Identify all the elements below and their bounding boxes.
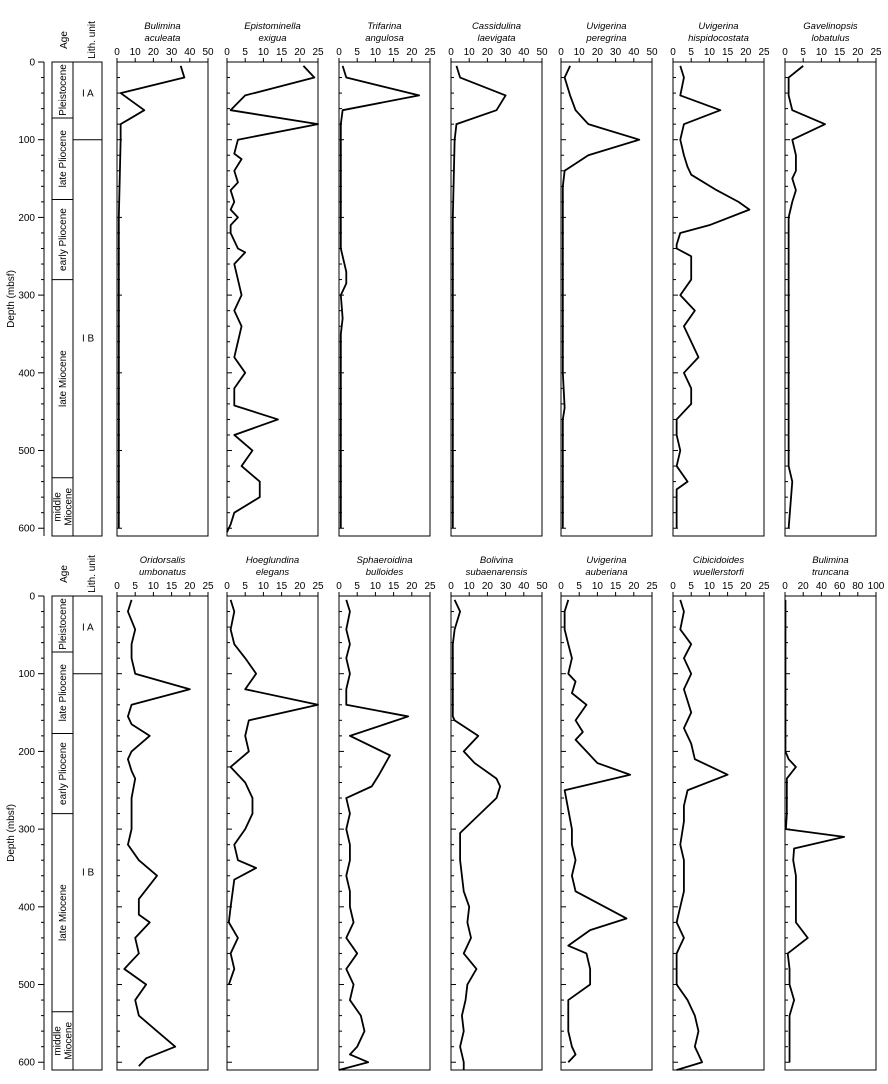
x-tick-label: 20 bbox=[406, 47, 418, 58]
lith-unit-header: Lith. unit bbox=[87, 21, 98, 59]
x-tick-label: 10 bbox=[463, 47, 475, 58]
x-tick-label: 20 bbox=[147, 47, 159, 58]
x-tick-label: 5 bbox=[800, 47, 806, 58]
x-tick-label: 10 bbox=[591, 581, 603, 592]
x-tick-label: 15 bbox=[388, 581, 400, 592]
plot-frame bbox=[451, 62, 542, 536]
depth-tick-label: 300 bbox=[18, 824, 35, 836]
lith-unit-header: Lith. unit bbox=[87, 555, 98, 593]
age-line: Miocene bbox=[63, 1021, 75, 1060]
species-title: Gavelinopsis bbox=[803, 21, 858, 32]
species-title: auberiana bbox=[585, 567, 628, 578]
species-title: Trifarina bbox=[367, 21, 402, 32]
species-title: Uvigerina bbox=[698, 21, 739, 32]
x-tick-label: 50 bbox=[536, 47, 548, 58]
x-tick-label: 0 bbox=[114, 581, 120, 592]
depth-tick-label: 0 bbox=[29, 57, 35, 69]
x-tick-label: 20 bbox=[852, 47, 864, 58]
x-tick-label: 20 bbox=[294, 581, 306, 592]
x-tick-label: 40 bbox=[184, 47, 196, 58]
x-tick-label: 15 bbox=[276, 47, 288, 58]
age-middle-miocene bbox=[53, 1022, 75, 1060]
depth-tick-label: 400 bbox=[18, 368, 35, 380]
x-tick-label: 15 bbox=[834, 47, 846, 58]
series-cassidulina-laevigata bbox=[448, 21, 548, 536]
x-tick-label: 20 bbox=[628, 581, 640, 592]
x-tick-label: 50 bbox=[536, 581, 548, 592]
series-hoeglundina-elegans bbox=[224, 555, 324, 1070]
species-title: truncana bbox=[812, 567, 849, 578]
series-line bbox=[677, 66, 750, 528]
x-tick-label: 20 bbox=[740, 47, 752, 58]
series-line bbox=[785, 600, 844, 1062]
x-tick-label: 20 bbox=[184, 581, 196, 592]
depth-tick-label: 400 bbox=[18, 902, 35, 914]
x-tick-label: 10 bbox=[703, 47, 715, 58]
series-oridorsalis-umbonatus bbox=[114, 555, 214, 1070]
x-tick-label: 25 bbox=[758, 581, 770, 592]
x-tick-label: 0 bbox=[224, 47, 230, 58]
x-tick-label: 5 bbox=[242, 47, 248, 58]
x-tick-label: 5 bbox=[242, 581, 248, 592]
species-title: angulosa bbox=[365, 33, 404, 44]
age-header: Age bbox=[59, 565, 70, 583]
x-tick-label: 10 bbox=[369, 581, 381, 592]
depth-axis-label: Depth (mbsf) bbox=[6, 804, 17, 862]
x-tick-label: 25 bbox=[312, 581, 324, 592]
plot-frame bbox=[339, 62, 430, 536]
depth-tick-label: 0 bbox=[29, 591, 35, 603]
x-tick-label: 10 bbox=[463, 581, 475, 592]
x-tick-label: 60 bbox=[834, 581, 846, 592]
x-tick-label: 15 bbox=[276, 581, 288, 592]
depth-tick-label: 100 bbox=[18, 135, 35, 147]
lith-column bbox=[73, 62, 102, 536]
x-tick-label: 20 bbox=[294, 47, 306, 58]
x-tick-label: 10 bbox=[129, 47, 141, 58]
plot-frame bbox=[117, 62, 208, 536]
x-tick-label: 40 bbox=[815, 581, 827, 592]
x-tick-label: 20 bbox=[797, 581, 809, 592]
x-tick-label: 15 bbox=[166, 581, 178, 592]
series-line bbox=[341, 66, 419, 528]
x-tick-label: 20 bbox=[406, 581, 418, 592]
plot-frame bbox=[451, 596, 542, 1070]
plot-frame bbox=[561, 596, 652, 1070]
species-title: hispidocostata bbox=[688, 33, 749, 44]
x-tick-label: 10 bbox=[573, 47, 585, 58]
series-trifarina-angulosa bbox=[336, 21, 436, 536]
plot-frame bbox=[673, 62, 764, 536]
age-late-pliocene: late Pliocene bbox=[58, 130, 69, 188]
series-bulimina-aculeata bbox=[114, 21, 214, 536]
x-tick-label: 25 bbox=[424, 581, 436, 592]
species-title: bulloides bbox=[365, 567, 404, 578]
x-tick-label: 5 bbox=[576, 581, 582, 592]
series-line bbox=[789, 66, 825, 528]
x-tick-label: 40 bbox=[518, 47, 530, 58]
x-tick-label: 0 bbox=[670, 581, 676, 592]
x-tick-label: 0 bbox=[336, 47, 342, 58]
plot-frame bbox=[785, 62, 876, 536]
lith-column bbox=[73, 596, 102, 1070]
x-tick-label: 5 bbox=[354, 47, 360, 58]
x-tick-label: 40 bbox=[518, 581, 530, 592]
x-tick-label: 10 bbox=[703, 581, 715, 592]
x-tick-label: 5 bbox=[354, 581, 360, 592]
plot-frame bbox=[227, 596, 318, 1070]
series-line bbox=[339, 600, 408, 1070]
age-line: Miocene bbox=[63, 487, 75, 526]
x-tick-label: 10 bbox=[815, 47, 827, 58]
depth-axis-label: Depth (mbsf) bbox=[6, 270, 17, 328]
x-tick-label: 15 bbox=[388, 47, 400, 58]
x-tick-label: 0 bbox=[558, 581, 564, 592]
x-tick-label: 10 bbox=[257, 581, 269, 592]
depth-tick-label: 600 bbox=[18, 523, 35, 535]
age-line: middle bbox=[52, 492, 64, 522]
series-line bbox=[119, 66, 185, 528]
x-tick-label: 10 bbox=[257, 47, 269, 58]
lith-unit-i-b: I B bbox=[82, 867, 95, 879]
lith-unit-i-b: I B bbox=[82, 333, 95, 345]
x-tick-label: 20 bbox=[481, 47, 493, 58]
age-early-pliocene: early Pliocene bbox=[58, 742, 69, 805]
series-uvigerina-peregrina bbox=[558, 21, 658, 536]
x-tick-label: 0 bbox=[448, 47, 454, 58]
x-tick-label: 30 bbox=[500, 581, 512, 592]
depth-tick-label: 200 bbox=[18, 212, 35, 224]
x-tick-label: 0 bbox=[782, 47, 788, 58]
species-title: laevigata bbox=[477, 33, 516, 44]
species-title: Bolivina bbox=[479, 555, 514, 566]
series-bolivina-subaenarensis bbox=[448, 555, 548, 1070]
species-title: Cassidulina bbox=[471, 21, 522, 32]
age-line: middle bbox=[52, 1026, 64, 1056]
x-tick-label: 50 bbox=[646, 47, 658, 58]
x-tick-label: 15 bbox=[610, 581, 622, 592]
age-pleistocene: Pleistocene bbox=[58, 64, 69, 116]
age-late-miocene: late Miocene bbox=[58, 350, 69, 407]
depth-tick-label: 600 bbox=[18, 1057, 35, 1069]
panel-top bbox=[6, 21, 882, 536]
series-epistominella-exigua bbox=[224, 21, 324, 536]
x-tick-label: 80 bbox=[852, 581, 864, 592]
series-line bbox=[453, 600, 500, 1070]
panel-bottom bbox=[6, 555, 885, 1070]
x-tick-label: 0 bbox=[670, 47, 676, 58]
species-title: Cibicidoides bbox=[692, 555, 745, 566]
x-tick-label: 30 bbox=[166, 47, 178, 58]
depth-tick-label: 200 bbox=[18, 746, 35, 758]
x-tick-label: 20 bbox=[740, 581, 752, 592]
series-line bbox=[229, 600, 318, 985]
lith-unit-i-a: I A bbox=[82, 622, 94, 634]
depth-tick-label: 100 bbox=[18, 669, 35, 681]
depth-tick-label: 300 bbox=[18, 290, 35, 302]
species-title: Uvigerina bbox=[586, 21, 627, 32]
series-gavelinopsis-lobatulus bbox=[782, 21, 882, 536]
age-header: Age bbox=[59, 31, 70, 49]
series-bulimina-truncana bbox=[782, 555, 885, 1070]
x-tick-label: 5 bbox=[132, 581, 138, 592]
species-title: Sphaeroidina bbox=[356, 555, 413, 566]
plot-frame bbox=[561, 62, 652, 536]
species-title: elegans bbox=[255, 567, 290, 578]
x-tick-label: 30 bbox=[610, 47, 622, 58]
x-tick-label: 25 bbox=[758, 47, 770, 58]
series-line bbox=[565, 600, 631, 1062]
species-title: Oridorsalis bbox=[139, 555, 186, 566]
x-tick-label: 10 bbox=[369, 47, 381, 58]
series-line bbox=[124, 600, 190, 1066]
species-title: peregrina bbox=[586, 33, 627, 44]
x-tick-label: 15 bbox=[722, 47, 734, 58]
x-tick-label: 25 bbox=[202, 581, 214, 592]
x-tick-label: 20 bbox=[591, 47, 603, 58]
x-tick-label: 25 bbox=[870, 47, 882, 58]
series-uvigerina-hispidocostata bbox=[670, 21, 770, 536]
series-line bbox=[227, 66, 318, 532]
age-early-pliocene: early Pliocene bbox=[58, 208, 69, 271]
x-tick-label: 10 bbox=[147, 581, 159, 592]
x-tick-label: 30 bbox=[500, 47, 512, 58]
x-tick-label: 40 bbox=[628, 47, 640, 58]
x-tick-label: 25 bbox=[312, 47, 324, 58]
x-tick-label: 25 bbox=[646, 581, 658, 592]
species-title: Hoeglundina bbox=[245, 555, 300, 566]
age-middle-miocene bbox=[53, 488, 75, 526]
series-uvigerina-auberiana bbox=[558, 555, 658, 1070]
lith-unit-i-a: I A bbox=[82, 88, 94, 100]
species-title: exigua bbox=[258, 33, 287, 44]
x-tick-label: 20 bbox=[481, 581, 493, 592]
x-tick-label: 0 bbox=[224, 581, 230, 592]
x-tick-label: 0 bbox=[336, 581, 342, 592]
x-tick-label: 5 bbox=[688, 47, 694, 58]
age-late-miocene: late Miocene bbox=[58, 884, 69, 941]
depth-tick-label: 500 bbox=[18, 980, 35, 992]
species-title: lobatulus bbox=[811, 33, 850, 44]
series-line bbox=[563, 66, 639, 528]
species-title: wuellerstorfi bbox=[693, 567, 744, 578]
x-tick-label: 50 bbox=[202, 47, 214, 58]
x-tick-label: 5 bbox=[688, 581, 694, 592]
age-pleistocene: Pleistocene bbox=[58, 598, 69, 650]
series-cibicidoides-wuellerstorfi bbox=[670, 555, 770, 1070]
age-late-pliocene: late Pliocene bbox=[58, 664, 69, 722]
species-title: Uvigerina bbox=[586, 555, 627, 566]
x-tick-label: 25 bbox=[424, 47, 436, 58]
x-tick-label: 0 bbox=[558, 47, 564, 58]
plot-frame bbox=[339, 596, 430, 1070]
species-title: subaenarensis bbox=[465, 567, 528, 578]
species-title: umbonatus bbox=[138, 567, 187, 578]
x-tick-label: 0 bbox=[782, 581, 788, 592]
species-title: aculeata bbox=[144, 33, 181, 44]
series-line bbox=[453, 66, 506, 528]
x-tick-label: 100 bbox=[867, 581, 885, 592]
species-title: Bulimina bbox=[144, 21, 181, 32]
series-line bbox=[677, 600, 728, 1070]
species-title: Epistominella bbox=[244, 21, 301, 32]
depth-tick-label: 500 bbox=[18, 446, 35, 458]
x-tick-label: 15 bbox=[722, 581, 734, 592]
x-tick-label: 0 bbox=[114, 47, 120, 58]
plot-frame bbox=[785, 596, 876, 1070]
x-tick-label: 0 bbox=[448, 581, 454, 592]
species-title: Bulimina bbox=[812, 555, 849, 566]
series-sphaeroidina-bulloides bbox=[336, 555, 436, 1070]
